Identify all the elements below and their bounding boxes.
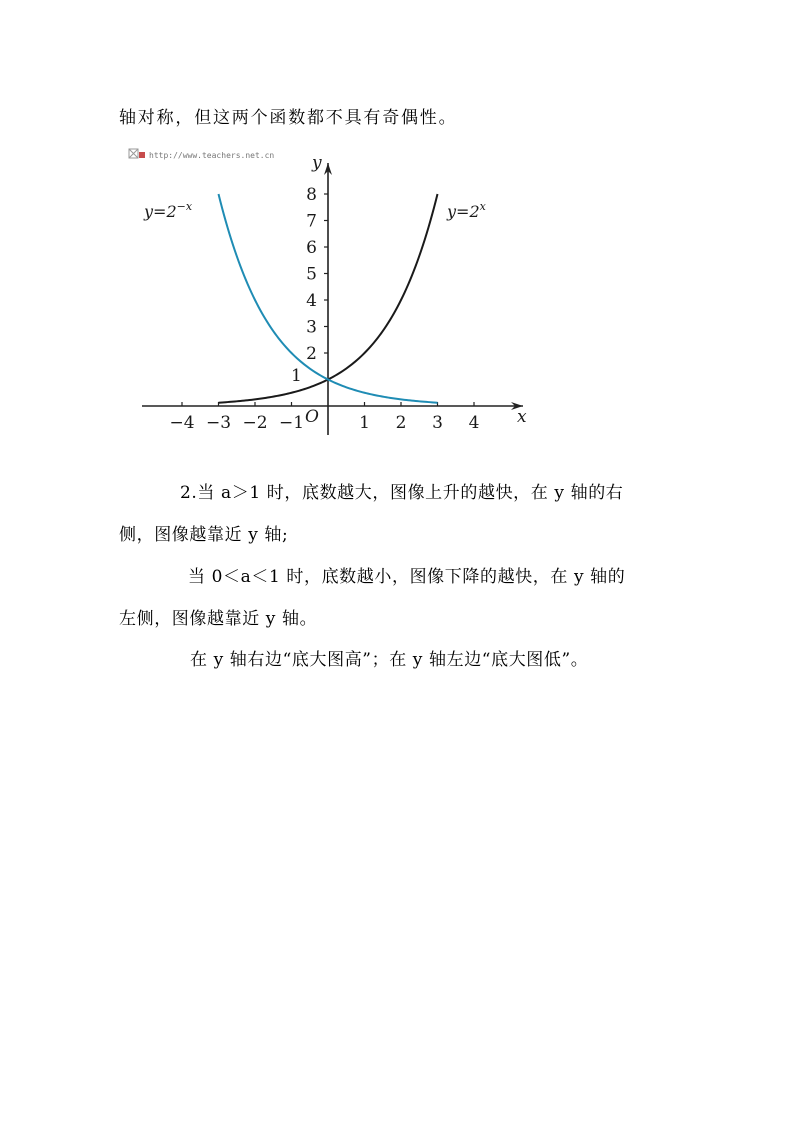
y-tick-label: 2: [306, 344, 317, 364]
x-tick-label: −3: [205, 413, 232, 433]
y-tick-label: 7: [306, 211, 317, 232]
y-axis-label: y: [312, 153, 322, 173]
label-2-pow-neg-x: $y=2^{-x}$: [144, 200, 193, 221]
x-tick-label: 4: [468, 413, 480, 433]
y-tick-label: 3: [306, 317, 317, 338]
y-tick-label: 8: [306, 185, 317, 205]
x-tick-label: 3: [432, 413, 443, 433]
text-line-2: 2.当 a＞1 时，底数越大，图像上升的越快，在 y 轴的右: [180, 483, 624, 503]
y-tick-label: 5: [306, 264, 317, 285]
watermark-broken-image-icon: [129, 149, 138, 158]
x-tick-label: 1: [359, 413, 370, 433]
label-2-pow-x: $y=2^x$: [447, 200, 486, 221]
watermark-url: http://www.teachers.net.cn: [149, 151, 275, 160]
text-line-5: 左侧，图像越靠近 y 轴。: [119, 609, 318, 629]
exponential-graph-figure: [125, 145, 540, 455]
y-tick-label: 4: [306, 291, 317, 311]
x-tick-label: −1: [278, 413, 305, 433]
x-tick-label: −4: [169, 413, 195, 433]
y-tick-label: 6: [306, 238, 317, 258]
x-tick-label: 2: [395, 413, 407, 433]
x-axis-label: x: [517, 407, 527, 427]
text-line-1: 轴对称，但这两个函数都不具有奇偶性。: [119, 108, 458, 128]
text-line-4: 当 0＜a＜1 时，底数越小，图像下降的越快，在 y 轴的: [188, 567, 626, 587]
watermark-red-icon: [139, 152, 145, 158]
exponential-chart: [125, 145, 540, 455]
x-tick-label: −2: [242, 413, 268, 433]
text-line-3: 侧，图像越靠近 y 轴;: [119, 525, 289, 545]
text-line-6: 在 y 轴右边“底大图高”；在 y 轴左边“底大图低”。: [190, 650, 589, 670]
origin-label: O: [305, 407, 319, 427]
intersection-label: 1: [291, 366, 302, 386]
